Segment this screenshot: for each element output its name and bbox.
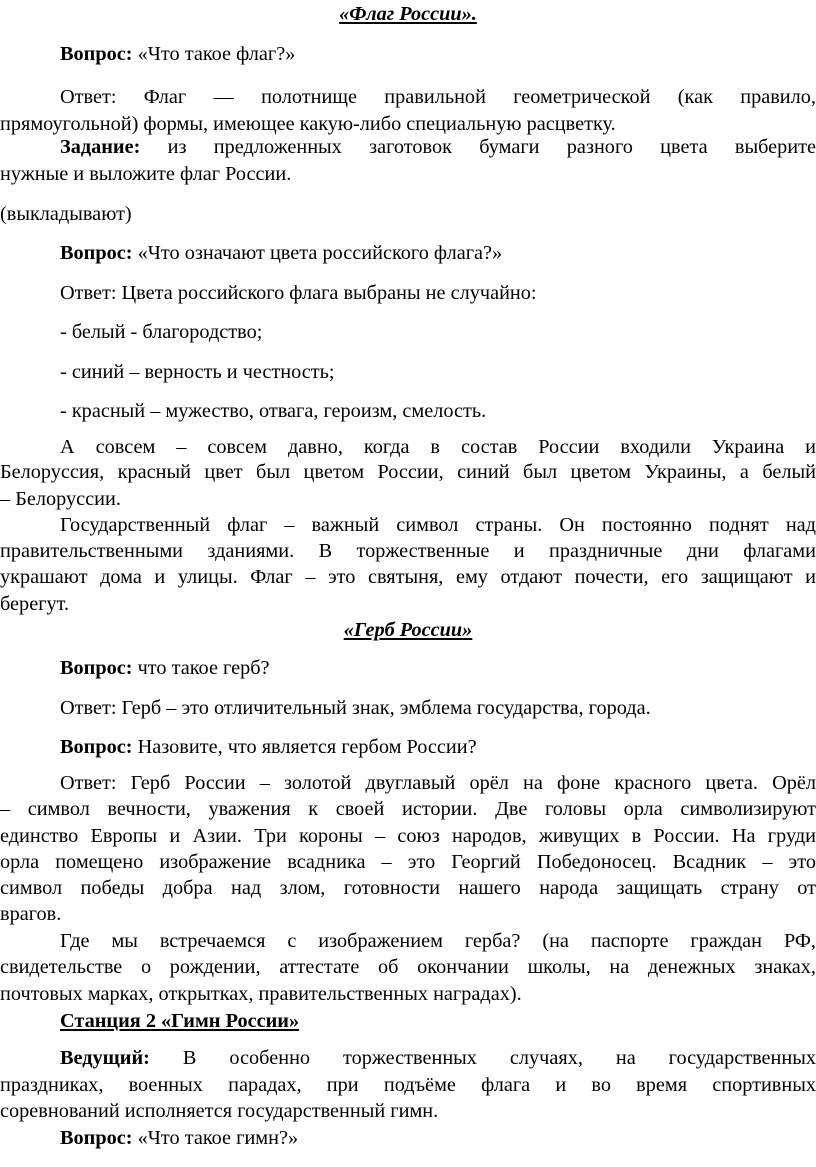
paragraph-line: правительственными зданиями. В торжественные и праздничные дни флагами <box>0 540 816 562</box>
color-meaning-white: - белый - благородство; <box>60 321 263 343</box>
question-text: «Что означают цвета российского флага?» <box>137 242 503 264</box>
host-line: соревнований исполняется государственный гимн. <box>0 1100 439 1122</box>
answer-line: Ответ: Герб России – золотой двуглавый орёл на фоне красного цвета. Орёл <box>60 772 816 794</box>
paragraph-line: почтовых марках, открытках, правительственных наградах). <box>0 983 522 1005</box>
paragraph-line: берегут. <box>0 593 70 615</box>
question-label: Вопрос: <box>60 242 133 264</box>
question-text: Назовите, что является гербом России? <box>137 736 477 758</box>
question-label: Вопрос: <box>60 736 133 758</box>
question-what-is-flag <box>60 44 295 64</box>
answer-line: единство Европы и Азии. Три короны – союз народов, живущих в России. На груди <box>0 825 816 847</box>
paragraph-line: Государственный флаг – важный символ страны. Он постоянно поднят над <box>60 514 816 536</box>
answer-line: прямоугольной) формы, имеющее какую-либо специальную расцветку. <box>0 113 616 135</box>
paragraph-line: украшают дома и улицы. Флаг – это святыня, ему отдают почести, его защищают и <box>0 566 816 588</box>
question-flag-colors <box>60 243 502 263</box>
task-line <box>0 137 816 158</box>
question-what-is-emblem <box>60 658 270 678</box>
paragraph-line: – Белоруссии. <box>0 488 121 510</box>
paragraph-line: свидетельстве о рождении, аттестате об окончании школы, на денежных знаках, <box>0 956 816 978</box>
paragraph-line: А совсем – совсем давно, когда в состав России входили Украина и <box>60 436 816 458</box>
question-text: «Что такое гимн?» <box>137 1127 299 1149</box>
answer-line: орла помещено изображение всадника – это Георгий Победоносец. Всадник – это <box>0 851 816 873</box>
answer-line: символ победы добра над злом, готовности нашего народа защищать страну от <box>0 877 816 899</box>
answer-line: – символ вечности, уважения к своей истории. Две головы орла символизируют <box>0 798 816 820</box>
host-text: В особенно торжественных случаях, на государственных <box>182 1047 816 1069</box>
color-meaning-red: - красный – мужество, отвага, героизм, смелость. <box>60 400 487 422</box>
question-what-is-anthem <box>60 1128 298 1148</box>
task-label: Задание: <box>60 136 141 158</box>
paragraph-line: Где мы встречаемся с изображением герба? (на паспорте граждан РФ, <box>60 930 816 952</box>
paragraph-line: Белоруссия, красный цвет был цветом России, синий был цветом Украины, а белый <box>0 461 816 483</box>
flag-section-title: «Флаг России». <box>339 3 477 25</box>
host-line: праздниках, военных парадах, при подъёме флага и во время спортивных <box>0 1074 816 1096</box>
question-label: Вопрос: <box>60 1127 133 1149</box>
task-text: из предложенных заготовок бумаги разного цвета выберите <box>167 136 816 158</box>
answer-line: врагов. <box>0 903 62 925</box>
question-label: Вопрос: <box>60 43 133 65</box>
answer-line: Ответ: Флаг — полотнище правильной геометрической (как правило, <box>60 86 816 108</box>
answer-line: Ответ: Герб – это отличительный знак, эмблема государства, города. <box>60 697 651 719</box>
question-text: «Что такое флаг?» <box>137 43 296 65</box>
color-meaning-blue: - синий – верность и честность; <box>60 361 335 383</box>
host-label: Ведущий: <box>60 1047 150 1069</box>
question-emblem-of-russia <box>60 737 477 757</box>
task-line: нужные и выложите флаг России. <box>0 163 292 185</box>
host-line <box>0 1048 816 1069</box>
emblem-section-title: «Герб России» <box>343 619 473 641</box>
question-label: Вопрос: <box>60 657 133 679</box>
question-text: что такое герб? <box>137 657 270 679</box>
lay-out-note: (выкладывают) <box>0 203 132 225</box>
station-2-title: Станция 2 «Гимн России» <box>60 1010 300 1032</box>
answer-line: Ответ: Цвета российского флага выбраны не случайно: <box>60 282 537 304</box>
